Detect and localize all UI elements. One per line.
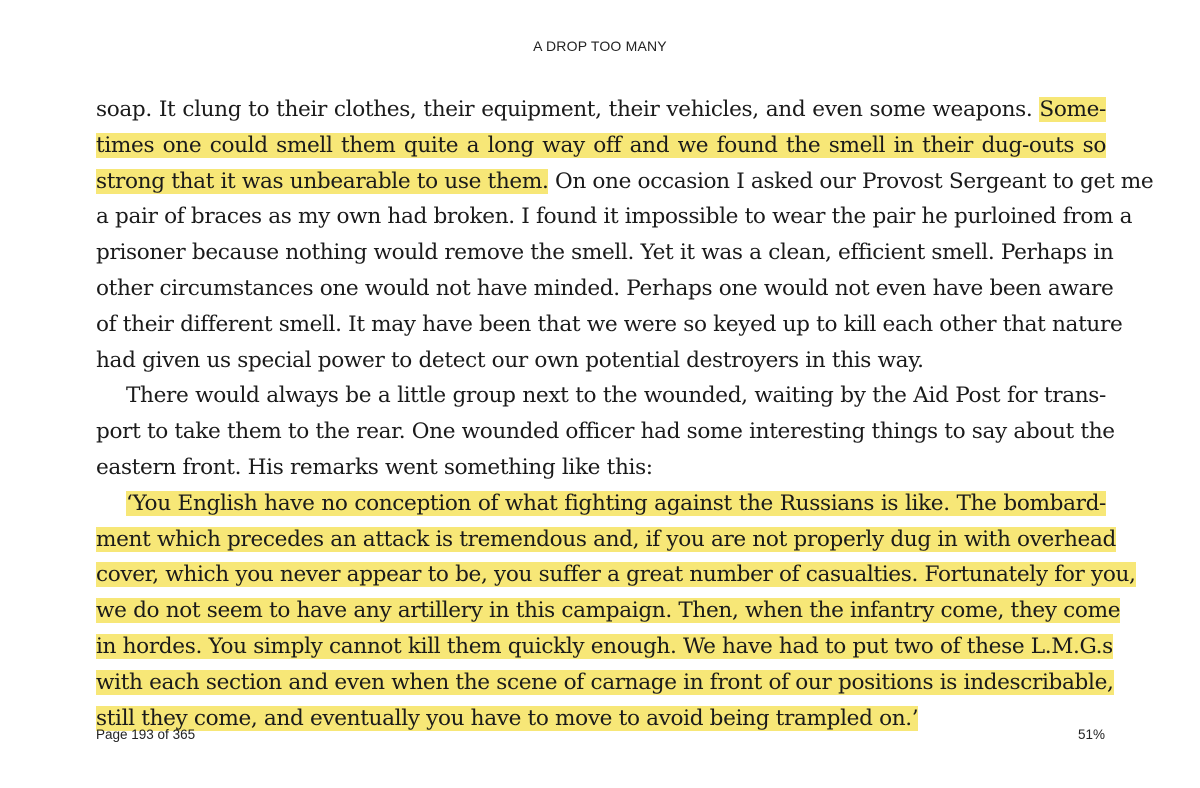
text-segment: of their different smell. It may have been that we were so keyed up to kill each other that nature bbox=[96, 311, 1123, 337]
text-line bbox=[96, 128, 1106, 164]
reading-progress-label: 51% bbox=[1077, 727, 1105, 742]
highlighted-text: in hordes. You simply cannot kill them quickly enough. We have had to put two of these L.M.G.s bbox=[96, 633, 1113, 659]
text-line bbox=[96, 271, 1114, 307]
running-title: A DROP TOO MANY bbox=[533, 38, 667, 54]
text-segment: There would always be a little group next to the wounded, waiting by the Aid Post for trans- bbox=[126, 383, 1106, 409]
highlighted-text: ‘You English have no conception of what fighting against the Russians is like. The bombard- bbox=[126, 490, 1106, 516]
text-line bbox=[96, 450, 1106, 486]
book-page-text[interactable] bbox=[96, 92, 1154, 736]
text-segment: On one occasion I asked our Provost Sergeant to get me bbox=[548, 168, 1154, 194]
text-segment: eastern front. His remarks went something like this: bbox=[96, 454, 653, 480]
highlighted-text: strong that it was unbearable to use them. bbox=[96, 168, 549, 194]
text-line bbox=[96, 343, 1106, 379]
text-line bbox=[96, 557, 1136, 593]
highlighted-text: cover, which you never appear to be, you suffer a great number of casualties. Fortunately for you, bbox=[96, 562, 1136, 588]
highlighted-text: with each section and even when the scene of carnage in front of our positions is indescribable, bbox=[96, 669, 1114, 695]
highlighted-text: we do not seem to have any artillery in this campaign. Then, when the infantry come, they come bbox=[96, 598, 1121, 624]
text-line bbox=[96, 199, 1133, 235]
highlighted-text: ment which precedes an attack is tremendous and, if you are not properly dug in with overhead bbox=[96, 526, 1116, 552]
text-segment: soap. It clung to their clothes, their equipment, their vehicles, and even some weapons. bbox=[96, 97, 1040, 122]
text-segment: port to take them to the rear. One wounded officer had some interesting things to say about the bbox=[96, 419, 1115, 445]
text-segment: a pair of braces as my own had broken. I found it impossible to wear the pair he purloined from a bbox=[96, 204, 1133, 230]
text-line bbox=[96, 307, 1123, 343]
text-segment: other circumstances one would not have minded. Perhaps one would not even have been aware bbox=[96, 275, 1114, 301]
text-line bbox=[96, 629, 1113, 665]
text-line bbox=[96, 92, 1106, 128]
text-line bbox=[96, 665, 1114, 701]
page-number-label: Page 193 of 365 bbox=[96, 727, 196, 742]
text-segment: had given us special power to detect our own potential destroyers in this way. bbox=[96, 347, 924, 373]
highlighted-text: times one could smell them quite a long way off and we found the smell in their dug-outs so bbox=[96, 132, 1106, 158]
text-line bbox=[96, 414, 1115, 450]
text-line bbox=[96, 235, 1114, 271]
text-line bbox=[96, 378, 1106, 414]
text-line bbox=[96, 486, 1106, 522]
highlighted-text: Some- bbox=[1039, 97, 1106, 122]
highlighted-text: still they come, and eventually you have to move to avoid being trampled on.’ bbox=[96, 705, 919, 731]
text-line bbox=[96, 593, 1121, 629]
text-line bbox=[96, 701, 1106, 737]
text-segment: prisoner because nothing would remove the smell. Yet it was a clean, efficient smell. Perhaps in bbox=[96, 240, 1114, 266]
text-line bbox=[96, 522, 1116, 558]
text-line bbox=[96, 164, 1154, 200]
